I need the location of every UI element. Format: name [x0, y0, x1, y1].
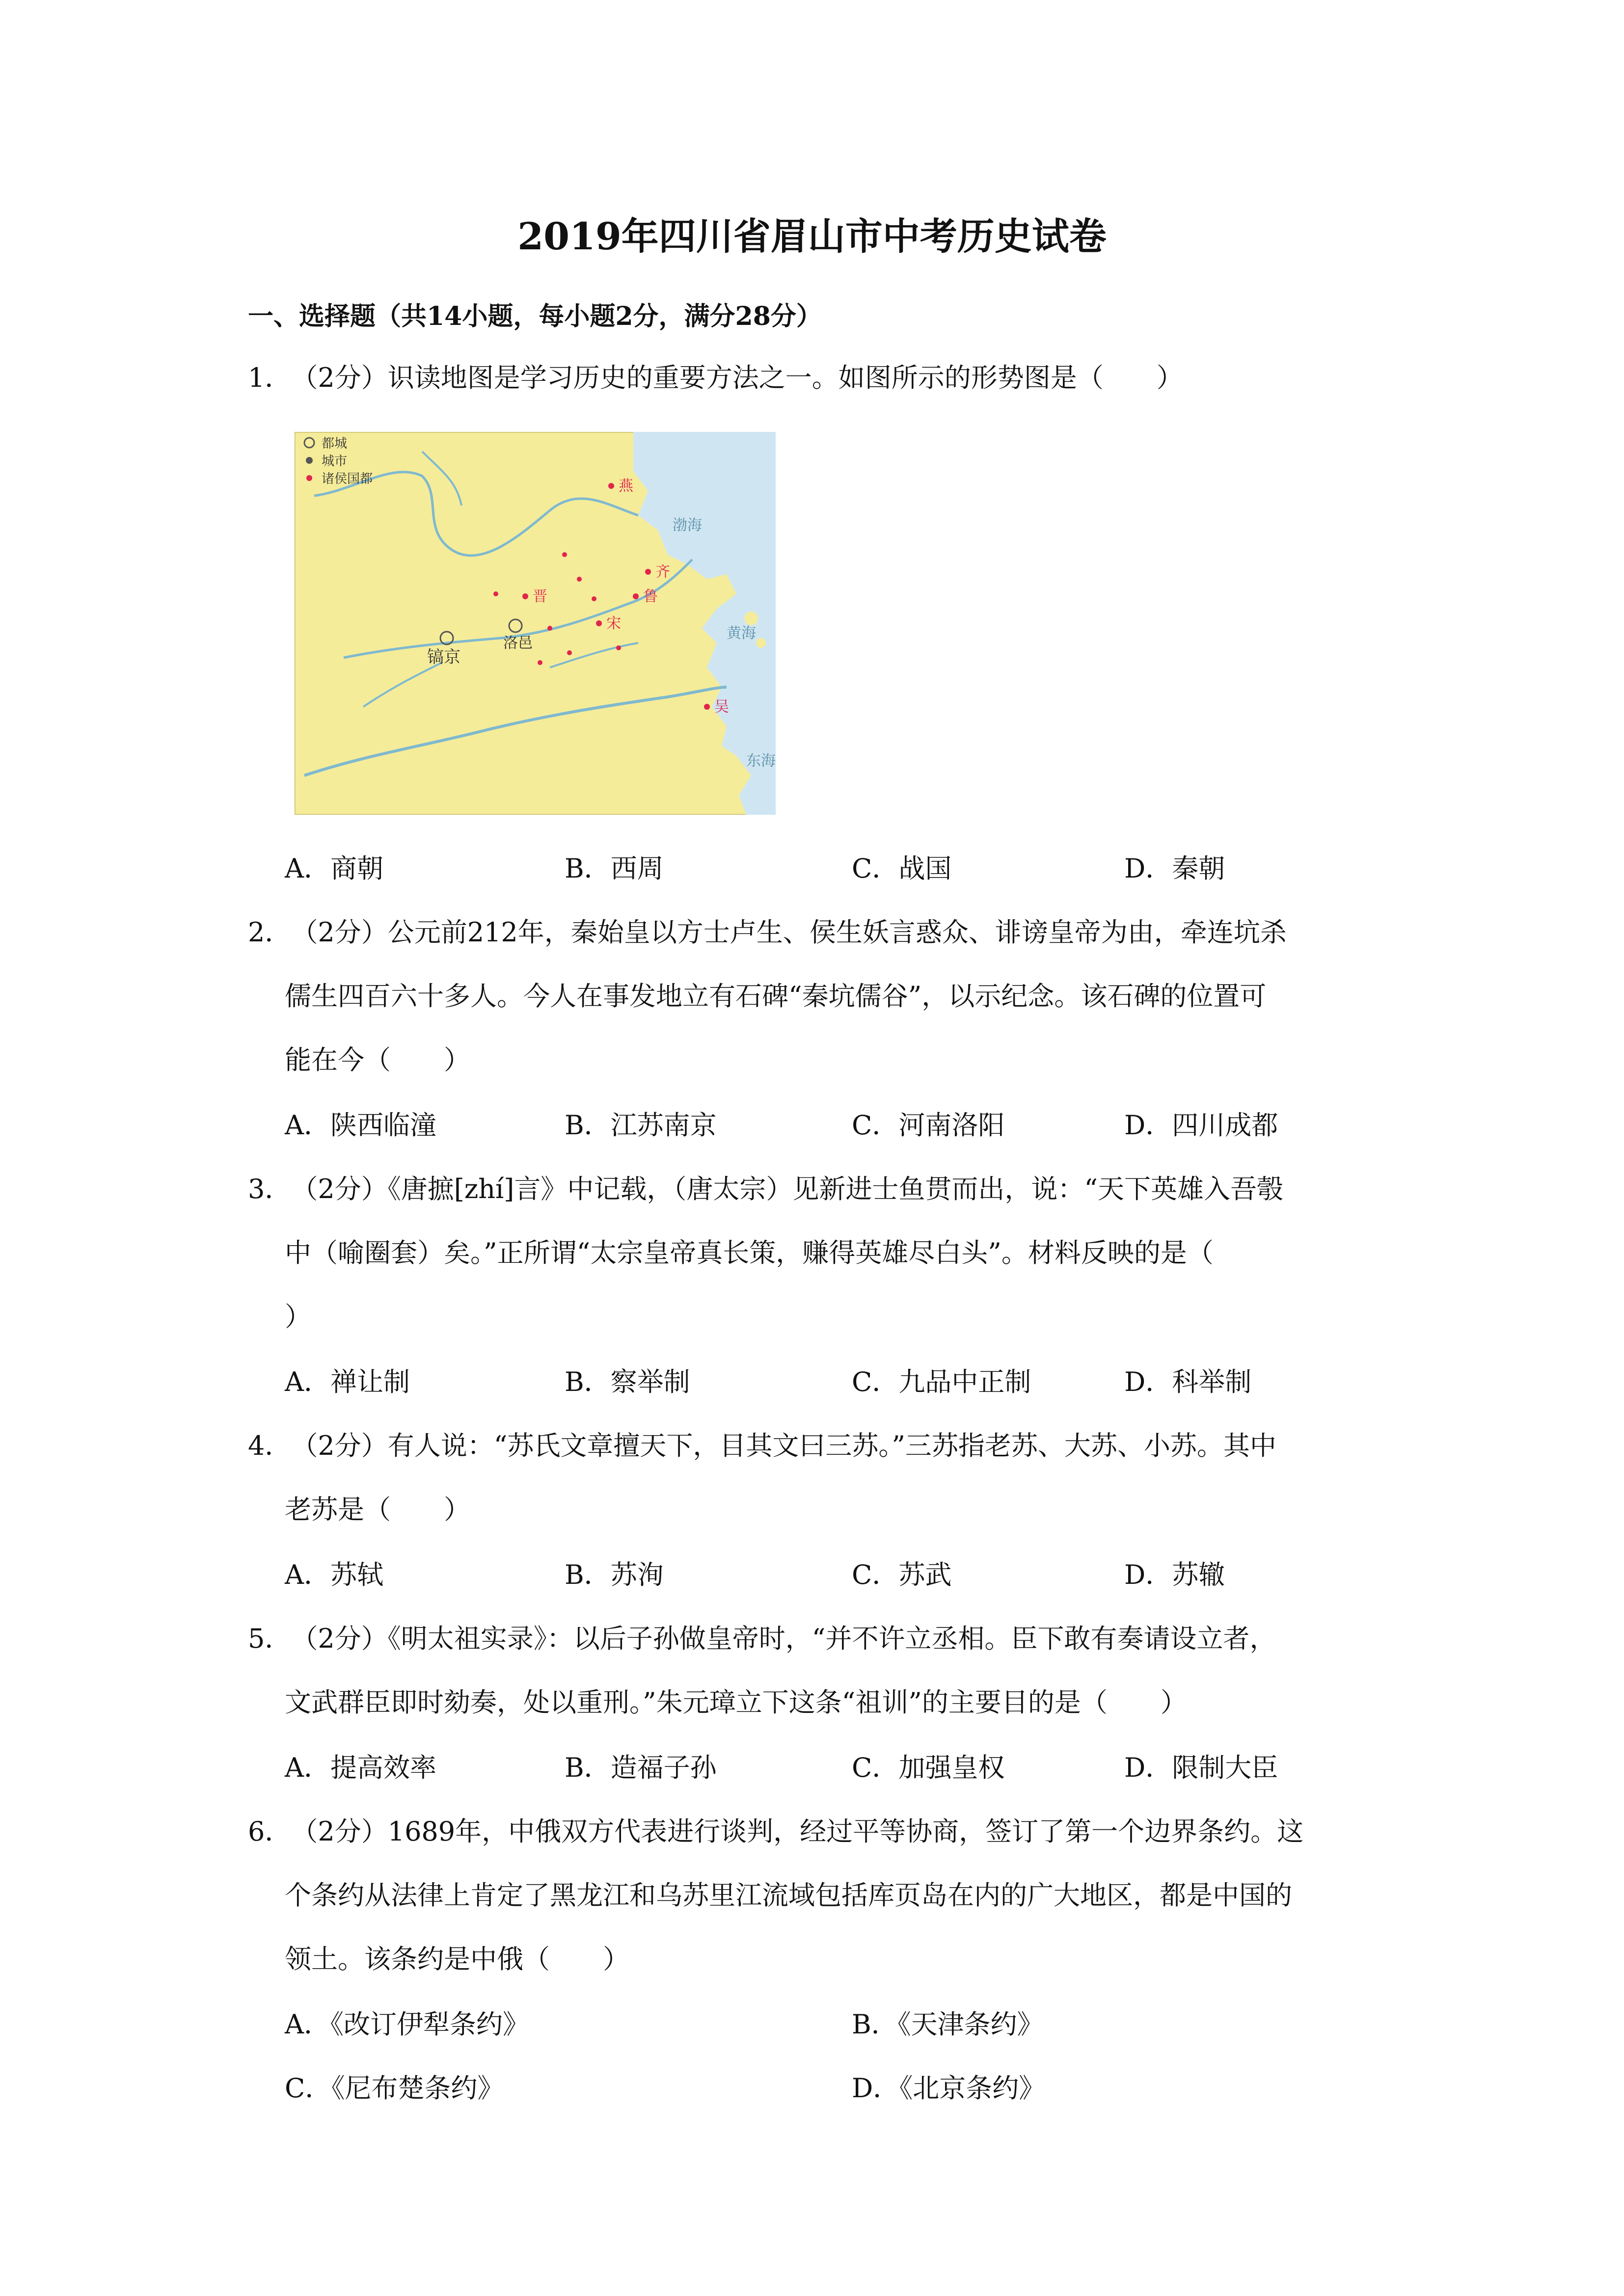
state-marker-icon: [704, 704, 710, 710]
state-marker-icon: [493, 591, 498, 596]
q3-option-c: C．九品中正制: [852, 1366, 1031, 1397]
q1-option-b: B．西周: [565, 853, 664, 884]
question-number: 4．: [248, 1430, 292, 1461]
state-marker-icon: [522, 593, 528, 599]
question-5-line-1: [248, 1614, 1276, 1663]
question-3-line-1: [248, 1165, 1283, 1214]
q6-option-c: C．《尼布楚条约》: [285, 2073, 504, 2104]
question-4-line-1: [248, 1421, 1276, 1470]
q5-option-c: C．加强皇权: [852, 1752, 1005, 1783]
section-heading: 一、选择题（共14小题，每小题2分，满分28分）: [248, 301, 822, 331]
question-5-line-2: 文武群臣即时劾奏，处以重刑。”朱元璋立下这条“祖训”的主要目的是（ ）: [285, 1687, 1187, 1718]
label-qi: 齐: [655, 563, 670, 581]
label-luoyi: 洛邑: [503, 635, 533, 652]
label-lu: 鲁: [643, 588, 658, 605]
q2-option-c: C．河南洛阳: [852, 1110, 1005, 1141]
q4-option-b: B．苏洵: [565, 1559, 664, 1590]
question-number: 3．: [248, 1174, 292, 1204]
question-number: 6．: [248, 1816, 292, 1847]
question-2-line-2: 儒生四百六十多人。今人在事发地立有石碑“秦坑儒谷”，以示纪念。该石碑的位置可: [285, 981, 1267, 1012]
q2-option-b: B．江苏南京: [565, 1110, 717, 1141]
state-marker-icon: [592, 596, 596, 601]
label-yan: 燕: [619, 478, 633, 495]
q3-option-a: A．禅让制: [285, 1366, 410, 1397]
q4-option-c: C．苏武: [852, 1559, 952, 1590]
question-4-line-2: 老苏是（ ）: [285, 1494, 470, 1525]
question-number: 1．: [248, 362, 292, 393]
q5-option-b: B．造福子孙: [565, 1752, 717, 1783]
question-text: （2分）有人说：“苏氏文章擅天下，目其文曰三苏。”三苏指老苏、大苏、小苏。其中: [291, 1430, 1276, 1461]
question-6-line-2: 个条约从法律上肯定了黑龙江和乌苏里江流域包括库页岛在内的广大地区，都是中国的: [285, 1880, 1292, 1911]
map-island: [744, 612, 758, 625]
question-6-line-3: 领土。该条约是中俄（ ）: [285, 1944, 629, 1975]
state-marker-icon: [645, 569, 651, 575]
label-haojing: 镐京: [427, 647, 460, 667]
state-marker-icon: [547, 626, 552, 631]
question-number: 2．: [248, 917, 292, 948]
state-marker-icon: [596, 620, 602, 626]
legend-city-icon: [306, 457, 313, 464]
question-3-line-3: ）: [285, 1301, 311, 1332]
state-marker-icon: [538, 660, 542, 665]
label-wu: 吴: [714, 698, 729, 716]
q6-option-a: A．《改订伊犁条约》: [285, 2009, 529, 2040]
state-marker-icon: [577, 577, 582, 582]
question-text: （2分）公元前212年，秦始皇以方士卢生、侯生妖言惑众、诽谤皇帝为由，牵连坑杀: [291, 917, 1287, 948]
label-sea: 黄海: [727, 625, 756, 642]
question-number: 5．: [248, 1623, 292, 1654]
label-song: 宋: [606, 615, 621, 632]
label-sea: 东海: [746, 752, 776, 770]
question-2-line-1: [248, 908, 1287, 957]
question-text: （2分）《明太祖实录》：以后子孙做皇帝时，“并不许立丞相。臣下敢有奏请设立者，: [291, 1623, 1276, 1654]
q5-option-d: D．限制大臣: [1124, 1752, 1278, 1783]
q2-option-d: D．四川成都: [1124, 1110, 1278, 1141]
q3-option-b: B．察举制: [565, 1366, 690, 1397]
exam-title: 2019年四川省眉山市中考历史试卷: [517, 214, 1107, 258]
question-text: （2分）识读地图是学习历史的重要方法之一。如图所示的形势图是（ ）: [291, 362, 1183, 393]
state-marker-icon: [608, 483, 614, 489]
q1-option-a: A．商朝: [285, 853, 383, 884]
question-1-line-1: [248, 353, 1183, 402]
q6-option-b: B．《天津条约》: [852, 2009, 1044, 2040]
legend-label: 诸侯国都: [322, 472, 373, 486]
question-text: （2分）《唐摭[zhí]言》中记载，（唐太宗）见新进士鱼贯而出，说：“天下英雄入吾彀: [291, 1174, 1283, 1204]
q3-option-d: D．科举制: [1124, 1366, 1252, 1397]
map-island: [756, 638, 766, 648]
label-sea: 渤海: [673, 517, 702, 534]
question-6-line-1: [248, 1807, 1303, 1856]
q6-option-d: D．《北京条约》: [852, 2073, 1046, 2104]
legend-state-icon: [306, 475, 312, 481]
q4-option-a: A．苏轼: [285, 1559, 383, 1590]
q1-option-c: C．战国: [852, 853, 952, 884]
question-text: （2分）1689年，中俄双方代表进行谈判，经过平等协商，签订了第一个边界条约。这: [291, 1816, 1304, 1847]
legend-label: 城市: [322, 454, 348, 469]
legend-label: 都城: [322, 436, 348, 451]
question-2-line-3: 能在今（ ）: [285, 1044, 470, 1075]
q1-option-d: D．秦朝: [1124, 853, 1225, 884]
western-zhou-map: [295, 432, 776, 815]
q2-option-a: A．陕西临潼: [285, 1110, 436, 1141]
state-marker-icon: [562, 552, 567, 557]
state-marker-icon: [567, 650, 572, 655]
state-marker-icon: [616, 645, 621, 650]
question-3-line-2: 中（喻圈套）矣。”正所谓“太宗皇帝真长策，赚得英雄尽白头”。材料反映的是（: [285, 1237, 1214, 1268]
state-marker-icon: [633, 593, 639, 599]
q5-option-a: A．提高效率: [285, 1752, 436, 1783]
q4-option-d: D．苏辙: [1124, 1559, 1225, 1590]
label-jin: 晋: [533, 588, 547, 605]
